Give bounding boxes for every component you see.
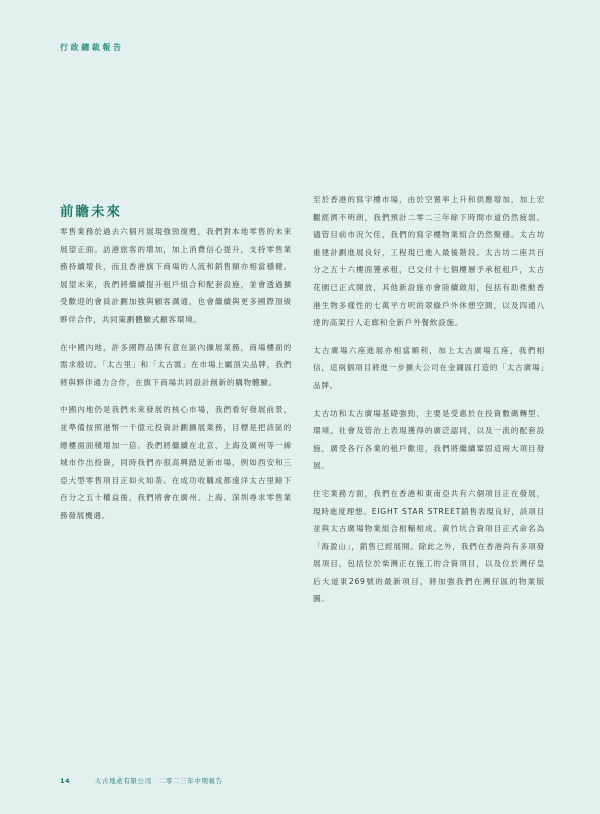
section-header: 行政總裁報告: [60, 43, 124, 52]
paragraph: 在中國內地，許多國際品牌有意在區內擴展業務，商場樓面的需求殷切。「太古里」和「太古匯」在市場上屬頂尖品牌，我們將與夥伴通力合作，在旗下商場共同設計創新的購物體驗。: [60, 342, 292, 387]
paragraph: 住宅業務方面，我們在香港和東南亞共有六個項目正在發展，現時進度理想。EIGHT STAR STREET銷售表現良好，該項目並與太古廣場物業組合相輔相成。黃竹坑合資項目正式命名為「海盈山」，銷售已經展開。除此之外，我們在香港尚有多項發展項目，包括位於柴灣正在施工的合資項目，以及位於灣仔皇后大道東269號的最新項目，將加強我們在灣仔區的物業版圖。: [313, 488, 545, 604]
paragraph: 零售業務於過去六個月展現強勁復甦，我們對本地零售的未來展望正面。訪港旅客的增加，加上消費信心提升，支持零售業務持續增長，而且香港旗下商場的人流和銷售額亦相當穩健。展望未來，我們將繼續提升租戶組合和配套設施，並會透過擴受歡迎的會員計劃加強與顧客溝通，也會繼續與更多國際頂級夥伴合作，共同策劃體驗式顧客環境。: [60, 227, 292, 324]
right-column: [313, 191, 545, 618]
section-heading: 前瞻未來: [60, 204, 122, 220]
paragraph: 太古坊和太古廣場基礎強勁，主要是受惠於在投資數碼轉型、環境、社會及管治上表現獲得的廣泛認同，以及一流的配套設施，廣受各行各業的租戶歡迎，我們將繼續鞏固這兩大項目發展。: [313, 408, 545, 471]
page-footer: [60, 776, 223, 785]
paragraph: 至於香港的寫字樓市場，由於空置率上升和供應增加，加上宏觀經濟不明朗，我們預計二零二三年餘下時間市道仍然疲弱。儘管目前市況欠佳，我們的寫字樓物業組合仍然聚穩。太古坊重建計劃進展良好，工程現已進入最後階段。太古坊二座共百分之五十六樓面獲承租，已交付十七個樓層予承租租戶，太古花園已正式開放，其他新設施亦會陸續啟用，包括有助推動香港生物多樣性的七萬平方呎的翠綠戶外休憩空間，以及四通八達的高架行人走廊和全新戶外餐飲設施。: [313, 195, 545, 328]
page-number: 14: [60, 777, 71, 785]
paragraph: 中國內地仍是我們未來發展的核心市場，我們看好發展前景，並準備按照港幣一千億元投資計劃擴展業務，目標是把該區的總樓面面積增加一倍。我們將繼續在北京、上海及廣州等一線城市作出投資，同時我們亦很高興踏足新市場，例如西安和三亞大型零售項目正如火如荼。在成功收購成都遠洋太古里餘下百分之五十權益後，我們將會在廣州、上海、深圳尋求零售業務發展機遇。: [60, 405, 292, 520]
paragraph: 太古廣場六座進展亦相當順利，加上太古廣場五座，我們相信，這兩個項目將進一步擴大公司在金鐘區打造的「太古廣場」品牌。: [313, 345, 545, 390]
left-column: [60, 223, 292, 535]
publication-title: 太古地產有限公司 二零二三年中期報告: [94, 777, 223, 785]
